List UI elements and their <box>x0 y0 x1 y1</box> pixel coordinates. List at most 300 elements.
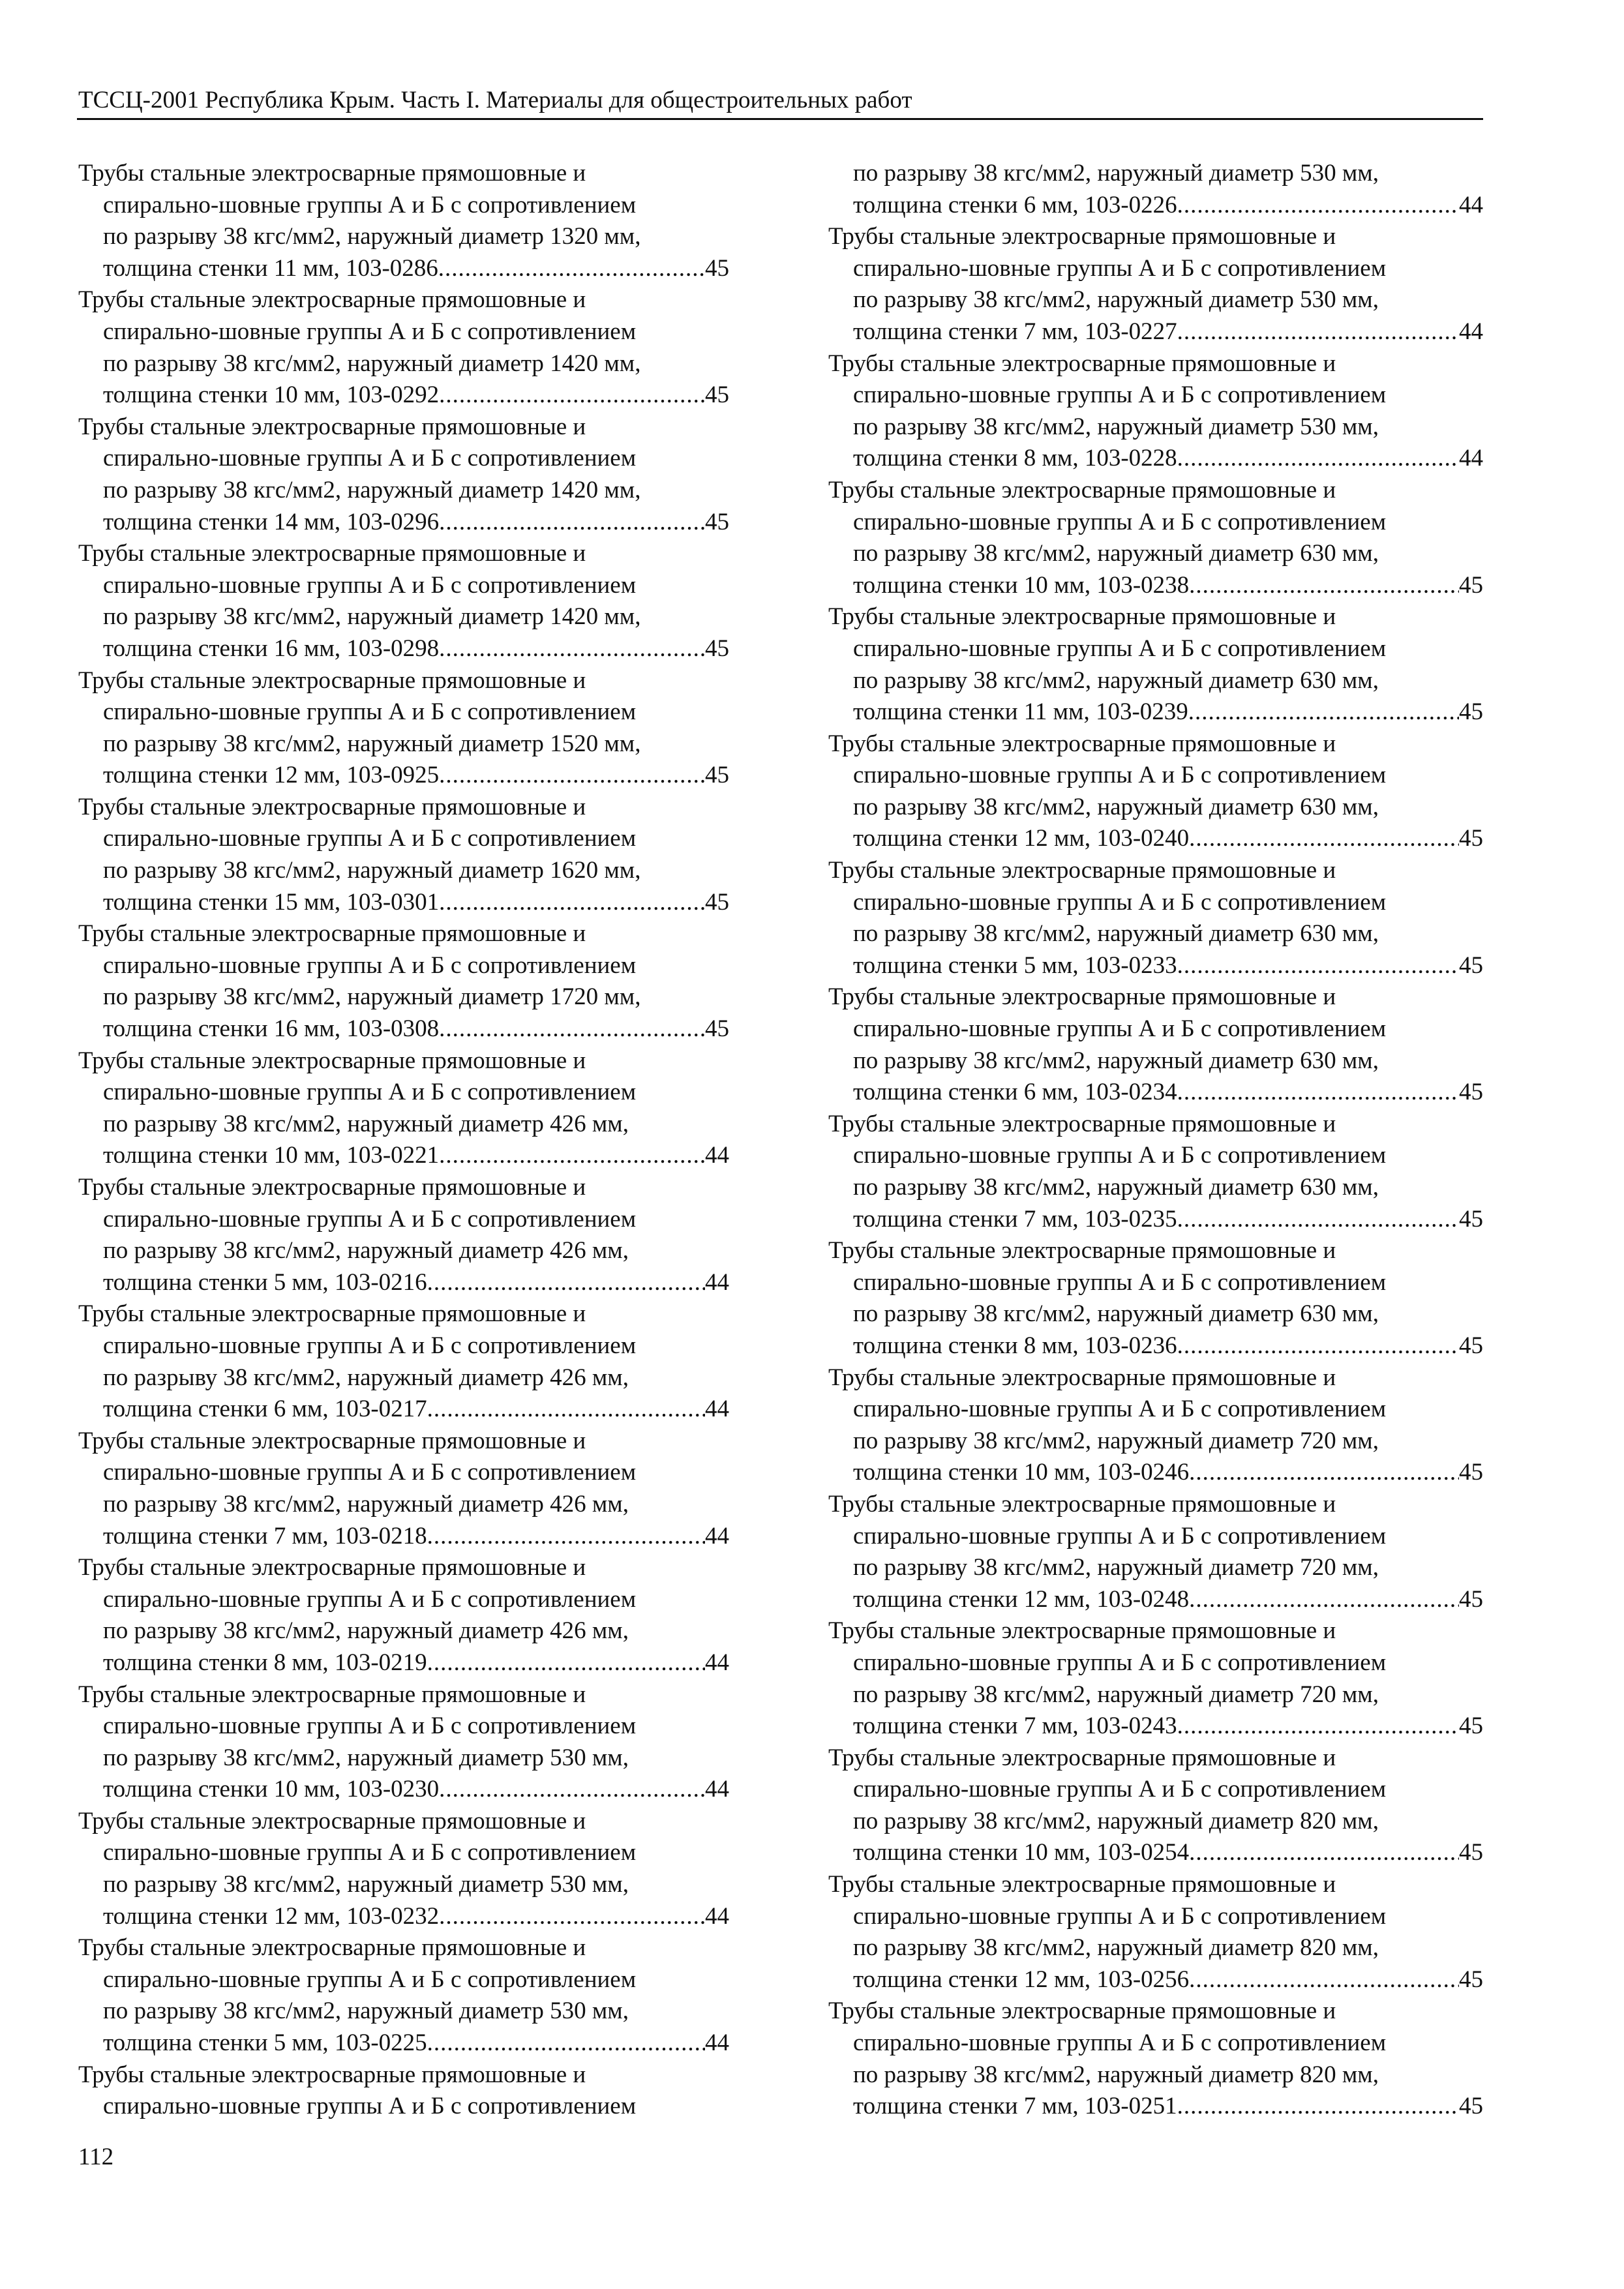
index-entry-text: по разрыву 38 кгс/мм2, наружный диаметр 1720 мм, <box>103 983 641 1011</box>
index-entry-text: спирально-шовные группы А и Б с сопротивлением <box>103 698 637 726</box>
index-entry-text: Трубы стальные электросварные прямошовные и <box>78 1174 586 1201</box>
index-entry <box>828 1362 1483 1489</box>
index-entry-text: Трубы стальные электросварные прямошовные и <box>78 1427 586 1454</box>
index-entry-text: по разрыву 38 кгс/мм2, наружный диаметр 530 мм, <box>853 413 1379 440</box>
index-entry-line <box>828 475 1483 507</box>
dot-leader <box>1177 1330 1459 1362</box>
index-entry-line <box>828 1932 1483 1964</box>
index-entry-page: 45 <box>1459 571 1483 599</box>
index-entry-line <box>78 507 729 539</box>
index-entry-line <box>828 443 1483 475</box>
dot-leader <box>439 507 705 539</box>
index-entry-line <box>828 1204 1483 1236</box>
index-entry-line <box>78 158 729 190</box>
index-entry-text: толщина стенки 12 мм, 103-0232 <box>103 1902 440 1930</box>
index-entry-line <box>78 1521 729 1553</box>
index-entry <box>828 1489 1483 1615</box>
index-entry-page: 44 <box>705 1142 729 1169</box>
index-entry-line <box>78 1045 729 1077</box>
index-entry-page: 44 <box>705 1776 729 1803</box>
index-entry-text: Трубы стальные электросварные прямошовные и <box>78 920 586 948</box>
index-entry-line <box>828 1330 1483 1362</box>
index-entry-page: 44 <box>1459 318 1483 345</box>
index-entry-page: 44 <box>705 2029 729 2057</box>
index-column-left <box>78 158 729 2123</box>
index-entry-text: толщина стенки 6 мм, 103-0234 <box>853 1079 1177 1106</box>
index-entry-line <box>828 2027 1483 2059</box>
index-entry-text: Трубы стальные электросварные прямошовные и <box>828 730 1336 757</box>
index-entry-text: по разрыву 38 кгс/мм2, наружный диаметр 1620 мм, <box>103 857 641 884</box>
index-entry <box>78 1806 729 1932</box>
index-entry-page: 44 <box>1459 445 1483 472</box>
index-entry-text: спирально-шовные группы А и Б с сопротивлением <box>103 1713 637 1740</box>
index-entry <box>828 1615 1483 1742</box>
index-entry-text: Трубы стальные электросварные прямошовные и <box>78 793 586 820</box>
index-entry-line <box>78 1330 729 1362</box>
index-entry-line <box>78 1869 729 1901</box>
index-entry-line <box>78 855 729 887</box>
index-entry-text: по разрыву 38 кгс/мм2, наружный диаметр 630 мм, <box>853 1300 1379 1328</box>
index-entry-text: толщина стенки 7 мм, 103-0251 <box>853 2093 1177 2120</box>
index-entry-line <box>78 1013 729 1045</box>
dot-leader <box>1189 1837 1459 1869</box>
index-entry <box>78 1679 729 1806</box>
index-entry-line <box>78 696 729 728</box>
index-entry <box>828 601 1483 728</box>
dot-leader <box>427 1521 705 1553</box>
index-entry-line <box>78 443 729 475</box>
index-entry-text: спирально-шовные группы А и Б с сопротивлением <box>103 951 637 979</box>
index-entry-text: по разрыву 38 кгс/мм2, наружный диаметр 630 мм, <box>853 1174 1379 1201</box>
index-entry-line <box>828 1521 1483 1553</box>
index-entry-line <box>78 887 729 919</box>
index-entry-line <box>828 855 1483 887</box>
index-entry <box>78 1426 729 1552</box>
index-entry <box>828 475 1483 601</box>
index-entry-line <box>78 1901 729 1933</box>
index-entry-text: толщина стенки 8 мм, 103-0219 <box>103 1649 427 1676</box>
index-entry-text: толщина стенки 5 мм, 103-0216 <box>103 1268 427 1296</box>
index-entry <box>78 284 729 411</box>
index-entry-line <box>78 1362 729 1394</box>
dot-leader <box>439 1901 705 1933</box>
index-entry-text: спирально-шовные группы А и Б с сопротивлением <box>853 635 1387 662</box>
index-entry-page: 44 <box>705 1268 729 1296</box>
index-entry-text: толщина стенки 8 мм, 103-0236 <box>853 1332 1177 1359</box>
index-entry-line <box>828 1837 1483 1869</box>
index-entry-text: толщина стенки 7 мм, 103-0227 <box>853 318 1177 345</box>
index-entry-text: толщина стенки 12 мм, 103-0925 <box>103 762 440 789</box>
index-entry <box>828 348 1483 475</box>
index-entry <box>78 411 729 538</box>
index-entry-text: спирально-шовные группы А и Б с сопротивлением <box>853 254 1387 282</box>
index-entry-line <box>828 1109 1483 1141</box>
index-entry-text: толщина стенки 7 мм, 103-0235 <box>853 1205 1177 1233</box>
index-entry-page: 45 <box>1459 1205 1483 1233</box>
index-entry-line <box>828 728 1483 760</box>
index-entry-line <box>78 792 729 824</box>
index-entry-line <box>828 1077 1483 1109</box>
index-entry-line <box>828 1552 1483 1584</box>
dot-leader <box>1188 696 1459 728</box>
index-entry-line <box>828 221 1483 253</box>
index-entry-line <box>78 1172 729 1204</box>
index-entry-text: по разрыву 38 кгс/мм2, наружный диаметр 630 мм, <box>853 920 1379 948</box>
index-entry-line <box>828 1743 1483 1774</box>
index-entry <box>78 1298 729 1425</box>
index-entry-line <box>828 253 1483 285</box>
index-entry-text: по разрыву 38 кгс/мм2, наружный диаметр 630 мм, <box>853 793 1379 820</box>
index-entry-text: толщина стенки 5 мм, 103-0233 <box>853 951 1177 979</box>
index-entry-text: толщина стенки 5 мм, 103-0225 <box>103 2029 427 2057</box>
index-entry-line <box>78 981 729 1013</box>
dot-leader <box>427 1267 705 1299</box>
index-entry-line <box>78 1489 729 1521</box>
index-entry-line <box>78 1615 729 1647</box>
index-entry-line <box>78 1743 729 1774</box>
index-entry-line <box>828 1172 1483 1204</box>
index-entry-line <box>78 1394 729 1426</box>
index-entry-line <box>78 1711 729 1743</box>
index-entry-text: Трубы стальные электросварные прямошовные и <box>828 1617 1336 1645</box>
index-entry-line <box>828 190 1483 222</box>
index-entry-text: по разрыву 38 кгс/мм2, наружный диаметр 530 мм, <box>103 1871 629 1898</box>
index-entry-page: 45 <box>1459 951 1483 979</box>
index-entry-line <box>828 411 1483 443</box>
index-entry-line <box>828 1045 1483 1077</box>
index-entry-text: Трубы стальные электросварные прямошовные и <box>78 666 586 694</box>
index-entry-line <box>78 665 729 697</box>
dot-leader <box>427 1647 705 1679</box>
index-entry-line <box>828 1869 1483 1901</box>
index-entry-text: Трубы стальные электросварные прямошовные и <box>78 1681 586 1708</box>
index-entry-page: 45 <box>1459 1966 1483 1993</box>
index-entry-line <box>78 728 729 760</box>
index-entry-text: толщина стенки 11 мм, 103-0286 <box>103 254 438 282</box>
dot-leader <box>439 760 705 792</box>
index-entry-line <box>78 284 729 316</box>
index-entry-page: 45 <box>1459 1839 1483 1866</box>
index-entry-text: спирально-шовные группы А и Б с сопротивлением <box>853 382 1387 409</box>
index-entry-text: Трубы стальные электросварные прямошовные и <box>78 1554 586 1581</box>
index-entry-text: толщина стенки 10 мм, 103-0254 <box>853 1839 1190 1866</box>
index-entry-line <box>828 1298 1483 1330</box>
index-entry-page: 45 <box>705 635 729 662</box>
index-entry-text: Трубы стальные электросварные прямошовные и <box>828 857 1336 884</box>
index-entry-line <box>78 475 729 507</box>
index-entry-line <box>78 1932 729 1964</box>
index-entry-page: 45 <box>1459 1713 1483 1740</box>
dot-leader <box>427 2027 705 2059</box>
index-entry-text: по разрыву 38 кгс/мм2, наружный диаметр 1520 мм, <box>103 730 641 757</box>
index-entry-line <box>78 538 729 570</box>
index-entry-text: по разрыву 38 кгс/мм2, наружный диаметр 720 мм, <box>853 1681 1379 1708</box>
dot-leader <box>1189 1964 1459 1996</box>
index-entry-text: толщина стенки 12 мм, 103-0248 <box>853 1585 1190 1613</box>
index-entry-line <box>828 1615 1483 1647</box>
index-entry-line <box>78 601 729 633</box>
index-entry-line <box>78 950 729 982</box>
index-entry-text: по разрыву 38 кгс/мм2, наружный диаметр 630 мм, <box>853 666 1379 694</box>
index-entry-line <box>78 1647 729 1679</box>
index-entry-page: 45 <box>1459 1332 1483 1359</box>
dot-leader <box>1177 190 1459 222</box>
index-entry-text: Трубы стальные электросварные прямошовные и <box>78 1047 586 1074</box>
index-entry-line <box>828 1489 1483 1521</box>
index-entry <box>78 665 729 792</box>
dot-leader <box>438 253 705 285</box>
index-entry-page: 45 <box>705 508 729 535</box>
index-entry-text: спирально-шовные группы А и Б с сопротивлением <box>853 1268 1387 1296</box>
index-entry <box>78 1932 729 2059</box>
index-entry-text: толщина стенки 10 мм, 103-0246 <box>853 1459 1190 1486</box>
index-entry-line <box>828 1267 1483 1299</box>
index-entry-line <box>78 1964 729 1996</box>
index-entry-text: толщина стенки 6 мм, 103-0226 <box>853 191 1177 218</box>
index-entry-text: по разрыву 38 кгс/мм2, наружный диаметр 630 мм, <box>853 540 1379 567</box>
index-entry-text: спирально-шовные группы А и Б с сопротивлением <box>103 2093 637 2120</box>
index-entry-text: спирально-шовные группы А и Б с сопротивлением <box>853 1142 1387 1169</box>
index-entry-text: спирально-шовные группы А и Б с сопротивлением <box>103 1332 637 1359</box>
index-entry-text: Трубы стальные электросварные прямошовные и <box>828 1744 1336 1771</box>
index-entry-page: 45 <box>1459 1585 1483 1613</box>
index-entry-line <box>828 1362 1483 1394</box>
index-entry-page: 45 <box>705 762 729 789</box>
index-entry-text: спирально-шовные группы А и Б с сопротивлением <box>103 318 637 345</box>
index-entry-line <box>78 1235 729 1267</box>
index-entry-line <box>828 538 1483 570</box>
index-entry-text: Трубы стальные электросварные прямошовные и <box>828 1490 1336 1518</box>
index-entry <box>78 792 729 918</box>
index-entry-text: спирально-шовные группы А и Б с сопротивлением <box>103 1079 637 1106</box>
header-divider <box>77 118 1483 120</box>
index-entry-text: по разрыву 38 кгс/мм2, наружный диаметр 1420 мм, <box>103 476 641 503</box>
index-entry-text: толщина стенки 7 мм, 103-0218 <box>103 1522 427 1549</box>
index-entry-line <box>828 1140 1483 1172</box>
index-entry <box>828 855 1483 981</box>
index-entry-line <box>828 316 1483 348</box>
index-entry-text: спирально-шовные группы А и Б с сопротивлением <box>853 1015 1387 1043</box>
index-entry-text: толщина стенки 15 мм, 103-0301 <box>103 888 440 916</box>
index-entry-line <box>828 792 1483 824</box>
index-entry-line <box>78 1584 729 1616</box>
index-entry-line <box>828 507 1483 539</box>
index-entry-line <box>828 348 1483 380</box>
index-entry-text: Трубы стальные электросварные прямошовные и <box>78 1934 586 1962</box>
index-entry-text: Трубы стальные электросварные прямошовные и <box>78 540 586 567</box>
index-entry-text: Трубы стальные электросварные прямошовные и <box>78 1807 586 1834</box>
index-entry-text: по разрыву 38 кгс/мм2, наружный диаметр 720 мм, <box>853 1427 1379 1454</box>
index-entry-line <box>78 1426 729 1458</box>
index-entry <box>828 158 1483 221</box>
index-entry-text: спирально-шовные группы А и Б с сопротивлением <box>103 1839 637 1866</box>
index-entry-text: по разрыву 38 кгс/мм2, наружный диаметр 820 мм, <box>853 1934 1379 1962</box>
index-entry-page: 45 <box>1459 698 1483 726</box>
index-entry-text: спирально-шовные группы А и Б с сопротивлением <box>103 445 637 472</box>
index-entry-line <box>828 981 1483 1013</box>
index-entry-line <box>828 570 1483 602</box>
index-entry <box>78 538 729 665</box>
index-entry-text: по разрыву 38 кгс/мм2, наружный диаметр 530 мм, <box>103 1744 629 1771</box>
index-entry-line <box>78 1457 729 1489</box>
index-entry-page: 45 <box>705 888 729 916</box>
dot-leader <box>1177 2091 1459 2123</box>
index-entry-page: 44 <box>1459 191 1483 218</box>
dot-leader <box>1189 823 1459 855</box>
index-entry-text: Трубы стальные электросварные прямошовные и <box>828 1364 1336 1391</box>
index-entry-line <box>78 1077 729 1109</box>
index-entry <box>828 1996 1483 2122</box>
index-entry-line <box>78 2091 729 2123</box>
index-entry-text: Трубы стальные электросварные прямошовные и <box>78 1300 586 1328</box>
index-entry-text: толщина стенки 10 мм, 103-0238 <box>853 571 1190 599</box>
index-entry-line <box>78 823 729 855</box>
index-entry-text: Трубы стальные электросварные прямошовные и <box>828 983 1336 1011</box>
index-entry-line <box>828 1774 1483 1806</box>
index-entry-text: спирально-шовные группы А и Б с сопротивлением <box>103 825 637 852</box>
index-entry-line <box>828 1394 1483 1426</box>
index-entry-line <box>828 1964 1483 1996</box>
index-entry-text: толщина стенки 10 мм, 103-0230 <box>103 1776 440 1803</box>
dot-leader <box>1189 570 1459 602</box>
index-entry-text: по разрыву 38 кгс/мм2, наружный диаметр 426 мм, <box>103 1364 629 1391</box>
index-entry-text: Трубы стальные электросварные прямошовные и <box>828 223 1336 250</box>
index-entry-text: толщина стенки 12 мм, 103-0256 <box>853 1966 1190 1993</box>
index-entry-text: толщина стенки 7 мм, 103-0243 <box>853 1713 1177 1740</box>
dot-leader <box>1177 316 1459 348</box>
index-entry-text: Трубы стальные электросварные прямошовные и <box>78 2061 586 2088</box>
index-entry-line <box>828 158 1483 190</box>
index-entry-text: спирально-шовные группы А и Б с сопротивлением <box>853 762 1387 789</box>
index-entry-line <box>828 1013 1483 1045</box>
index-entry-line <box>78 570 729 602</box>
dot-leader <box>439 1140 705 1172</box>
index-entry-text: по разрыву 38 кгс/мм2, наружный диаметр 820 мм, <box>853 2061 1379 2088</box>
index-entry-page: 45 <box>705 1015 729 1043</box>
dot-leader <box>1177 1204 1459 1236</box>
index-entry-page: 45 <box>705 254 729 282</box>
index-entry-text: спирально-шовные группы А и Б с сопротивлением <box>853 1522 1387 1549</box>
index-entry-line <box>828 1806 1483 1838</box>
index-entry-text: Трубы стальные электросварные прямошовные и <box>828 350 1336 377</box>
dot-leader <box>1177 443 1459 475</box>
index-entry-page: 44 <box>705 1649 729 1676</box>
index-entry-page: 45 <box>705 382 729 409</box>
index-entry-line <box>78 316 729 348</box>
index-entry-line <box>828 1235 1483 1267</box>
index-entry-text: толщина стенки 10 мм, 103-0292 <box>103 382 440 409</box>
index-entry-text: по разрыву 38 кгс/мм2, наружный диаметр 426 мм, <box>103 1490 629 1518</box>
index-entry <box>78 1552 729 1679</box>
index-entry-line <box>828 1996 1483 2027</box>
index-entry-line <box>78 190 729 222</box>
index-entry-line <box>828 284 1483 316</box>
dot-leader <box>427 1394 705 1426</box>
page-number: 112 <box>78 2144 114 2170</box>
index-entry-text: спирально-шовные группы А и Б с сопротивлением <box>103 571 637 599</box>
index-entry-text: спирально-шовные группы А и Б с сопротивлением <box>853 2029 1387 2057</box>
index-entry-text: по разрыву 38 кгс/мм2, наружный диаметр 1420 мм, <box>103 350 641 377</box>
index-entry <box>828 1743 1483 1869</box>
index-entry-text: по разрыву 38 кгс/мм2, наружный диаметр 530 мм, <box>103 1997 629 2025</box>
index-entry <box>78 918 729 1045</box>
index-entry-line <box>78 1109 729 1141</box>
index-entry-page: 45 <box>1459 1079 1483 1106</box>
dot-leader <box>439 887 705 919</box>
dot-leader <box>439 633 705 665</box>
index-entry-line <box>828 1711 1483 1743</box>
index-entry-text: Трубы стальные электросварные прямошовные и <box>828 1237 1336 1264</box>
index-entry-text: толщина стенки 14 мм, 103-0296 <box>103 508 440 535</box>
index-entry-line <box>78 918 729 950</box>
index-entry-page: 44 <box>705 1396 729 1423</box>
index-entry-text: Трубы стальные электросварные прямошовные и <box>828 603 1336 631</box>
index-entry-text: по разрыву 38 кгс/мм2, наружный диаметр 720 мм, <box>853 1554 1379 1581</box>
index-entry-text: по разрыву 38 кгс/мм2, наружный диаметр 530 мм, <box>853 286 1379 314</box>
index-entry-text: толщина стенки 6 мм, 103-0217 <box>103 1396 427 1423</box>
index-entry-text: спирально-шовные группы А и Б с сопротивлением <box>103 1459 637 1486</box>
index-entry-line <box>828 1679 1483 1711</box>
dot-leader <box>1177 950 1459 982</box>
index-entry-line <box>828 1584 1483 1616</box>
index-entry-text: по разрыву 38 кгс/мм2, наружный диаметр 426 мм, <box>103 1237 629 1264</box>
index-entry-text: толщина стенки 12 мм, 103-0240 <box>853 825 1190 852</box>
index-entry-text: спирально-шовные группы А и Б с сопротивлением <box>853 1776 1387 1803</box>
index-entry-text: Трубы стальные электросварные прямошовные и <box>78 413 586 440</box>
index-entry-text: спирально-шовные группы А и Б с сопротивлением <box>103 191 637 218</box>
index-entry-line <box>78 1679 729 1711</box>
index-entry-line <box>78 1996 729 2027</box>
index-entry-line <box>828 380 1483 411</box>
index-entry-page: 45 <box>1459 825 1483 852</box>
index-entry-text: по разрыву 38 кгс/мм2, наружный диаметр 530 мм, <box>853 160 1379 187</box>
index-entry <box>78 2059 729 2123</box>
dot-leader <box>439 1013 705 1045</box>
index-entry-line <box>828 696 1483 728</box>
index-entry-line <box>828 823 1483 855</box>
index-entry-line <box>828 1457 1483 1489</box>
dot-leader <box>439 380 705 411</box>
index-entry <box>828 728 1483 855</box>
index-entry-line <box>78 221 729 253</box>
index-entry-text: Трубы стальные электросварные прямошовные и <box>828 1997 1336 2025</box>
index-entry-line <box>78 348 729 380</box>
index-column-right <box>828 158 1483 2123</box>
index-entry-line <box>78 633 729 665</box>
index-entry-line <box>828 887 1483 919</box>
index-entry-page: 45 <box>1459 1459 1483 1486</box>
index-entry-line <box>828 950 1483 982</box>
index-entry-text: Трубы стальные электросварные прямошовные и <box>78 286 586 314</box>
index-entry-line <box>78 1140 729 1172</box>
dot-leader <box>1189 1457 1459 1489</box>
index-entry-text: спирально-шовные группы А и Б с сопротивлением <box>853 1649 1387 1676</box>
index-entry-line <box>828 633 1483 665</box>
index-entry-page: 44 <box>705 1902 729 1930</box>
index-entry-text: толщина стенки 8 мм, 103-0228 <box>853 445 1177 472</box>
dot-leader <box>439 1774 705 1806</box>
index-entry-text: Трубы стальные электросварные прямошовные и <box>828 1110 1336 1137</box>
index-entry <box>78 158 729 284</box>
dot-leader <box>1189 1584 1459 1616</box>
index-entry-page: 45 <box>1459 2093 1483 2120</box>
index-entry-line <box>828 1647 1483 1679</box>
index-entry-line <box>78 1837 729 1869</box>
dot-leader <box>1177 1711 1459 1743</box>
index-entry-line <box>828 2059 1483 2091</box>
index-entry <box>78 1172 729 1298</box>
index-entry-line <box>78 1204 729 1236</box>
